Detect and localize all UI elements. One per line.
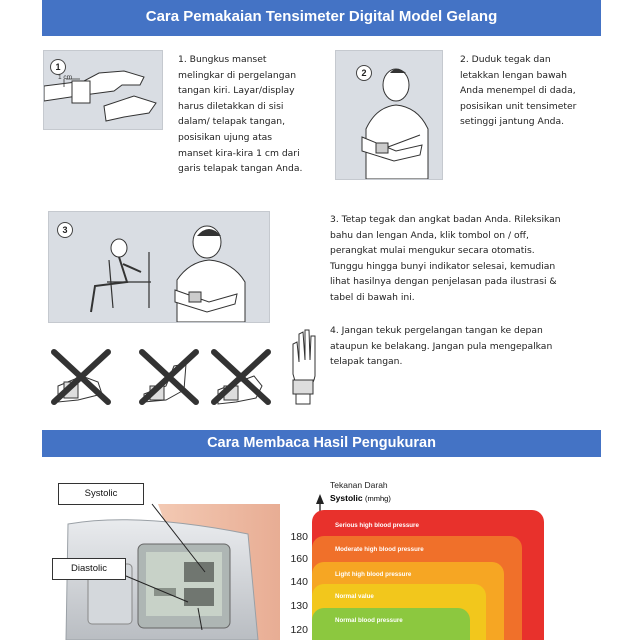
band-label-serious: Serious high blood pressure [335,522,419,529]
band-normal [312,608,470,640]
bp-chart-unit: (mmhg) [364,494,391,503]
section-title: Cara Membaca Hasil Pengukuran [207,435,436,451]
step-3-number: 3 [57,222,73,238]
step-2-illustration [335,50,443,180]
sitting-posture-drawing [49,212,269,322]
y-tick-160: 160 [290,553,308,565]
step-1-number: 1 [50,59,66,75]
wrong-wrist-bent-down [54,352,108,402]
section-title-banner [42,430,601,457]
band-label-moderate: Moderate high blood pressure [335,546,424,553]
bp-chart-heading: Tekanan Darah [330,480,388,490]
cm-label: 1 cm [58,74,73,81]
systolic-callout: Systolic [58,483,144,505]
step-2-number: 2 [356,65,372,81]
page-title: Cara Pemakaian Tensimeter Digital Model Gelang [145,8,498,25]
y-tick-180: 180 [290,531,308,543]
wrong-fist-clenched [214,352,268,404]
wrong-wrist-bent-up [142,352,196,402]
correct-open-hand [287,326,317,406]
wrist-position-illustrations [48,346,293,406]
diastolic-callout: Diastolic [52,558,126,580]
bp-chart-subheading: Systolic [330,493,363,503]
step-2-text: 2. Duduk tegak dan letakkan lengan bawah Anda menempel di dada, posisikan unit tensimeter setinggi jantung Anda. [460,54,577,128]
y-tick-140: 140 [290,576,308,588]
step-1-illustration [43,50,163,130]
y-tick-120: 120 [290,624,308,636]
band-label-light: Light high blood pressure [335,571,412,578]
page-title-banner [42,0,601,36]
band-label-normal: Normal blood pressure [335,617,403,624]
step-4-text: 4. Jangan tekuk pergelangan tangan ke depan ataupun ke belakang. Jangan pula mengepalkan telapak tangan. [330,325,553,368]
step-1-text: 1. Bungkus manset melingkar di pergelangan tangan kiri. Layar/display harus diletakkan di sisi dalam/ telapak tangan, posisikan ujung atas manset kira-kira 1 cm dari garis telapak tangan Anda. [178,54,303,175]
y-tick-130: 130 [290,600,308,612]
seated-person-drawing [336,51,442,179]
bp-chart [280,470,600,640]
step-3-text: 3. Tetap tegak dan angkat badan Anda. Rileksikan bahu dan lengan Anda, klik tombol on / off, perangkat mulai mengukur secara otomatis. Tunggu hingga bunyi indikator selesai, kemudian lihat hasilnya dengan penjelasan pada ilustrasi & tabel di bawah ini. [330,214,561,303]
step-3-illustration [48,211,270,323]
band-label-normal-value: Normal value [335,593,374,600]
